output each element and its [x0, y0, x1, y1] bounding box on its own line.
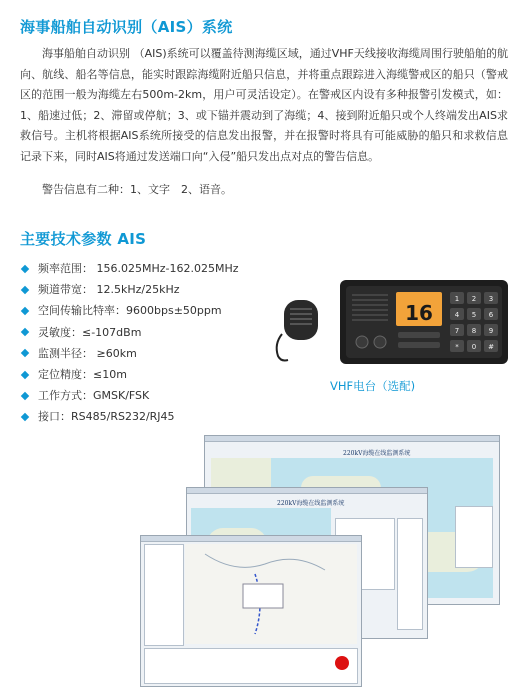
spec-item: 空间传输比特率：9600bps±50ppm — [20, 300, 239, 321]
keypad-key-label: 9 — [488, 327, 494, 335]
alarm-indicator-icon — [335, 656, 349, 670]
keypad-key-label: 0 — [471, 343, 477, 351]
keypad-key-label: 4 — [454, 311, 460, 319]
spec-item: 接口：RS485/RS232/RJ45 — [20, 406, 239, 427]
keypad-key-label: 8 — [471, 327, 477, 335]
diamond-bullet-icon — [21, 264, 29, 272]
vhf-radio-image — [262, 272, 514, 372]
spec-item: 监测半径： ≥60km — [20, 343, 239, 364]
spec-item: 灵敏度：≤-107dBm — [20, 322, 239, 343]
volume-knob-icon — [356, 336, 368, 348]
radio-caption: VHF电台（选配) — [330, 379, 416, 393]
spec-item: 频率范围： 156.025MHz-162.025MHz — [20, 258, 239, 279]
spec-item: 频道带宽： 12.5kHz/25kHz — [20, 279, 239, 300]
keypad-key-label: 1 — [454, 295, 460, 303]
keypad-key-label: 5 — [471, 311, 477, 319]
window-title: 220kV海缆在线监测系统 — [343, 450, 411, 457]
section-title-specs: 主要技术参数 AIS — [20, 230, 147, 248]
diamond-bullet-icon — [21, 413, 29, 421]
ais-description: 海事船舶自动识别 （AIS)系统可以覆盖待测海缆区域，通过VHF天线接收海缆周围行驶船舶的航向、航线、船名等信息，能实时跟踪海缆附近船只信息，并将重点跟踪进入海缆警戒区的船只（警戒区的范围一般为海缆左右500m-2km，用户可灵活设定）。在警戒区内设有多种报警引发模式，如：1、船速过低；2、滞留或停航；3、或下锚并震动到了海缆；4、接到附近船只或个人终端发出AIS求救信号。主机将根据AIS系统所接受的信息发出报警，并在报警时将具有可能威胁的船只和求救信息记录下来，同时AIS将通过发送端口向“入侵”船只发出点对点的警告信息。 — [20, 47, 508, 163]
microphone-cord — [277, 334, 288, 361]
diamond-bullet-icon — [21, 286, 29, 294]
diamond-bullet-icon — [21, 370, 29, 378]
diamond-bullet-icon — [21, 391, 29, 399]
spec-item: 工作方式：GMSK/FSK — [20, 385, 239, 406]
vhf-radio-illustration — [262, 272, 514, 372]
keypad-key-label: 7 — [454, 327, 460, 335]
keypad-key-label: 2 — [471, 295, 477, 303]
diamond-bullet-icon — [21, 307, 29, 315]
squelch-knob-icon — [374, 336, 386, 348]
alarm-info: 警告信息有二种：1、文字 2、语音。 — [42, 183, 232, 196]
spec-list — [20, 258, 239, 428]
diamond-bullet-icon — [21, 349, 29, 357]
window-title: 220kV海缆在线监测系统 — [277, 500, 345, 507]
keypad-key-label: 3 — [488, 295, 494, 303]
monitor-window-front — [140, 535, 362, 687]
spec-item: 定位精度：≤10m — [20, 364, 239, 385]
keypad-key-label: * — [455, 343, 459, 351]
route-map — [185, 544, 357, 644]
section-title-ais: 海事船舶自动识别（AIS）系统 — [20, 18, 233, 36]
keypad-key-label: # — [488, 343, 494, 351]
keypad-key-label: 6 — [488, 311, 494, 319]
diamond-bullet-icon — [21, 328, 29, 336]
software-screenshots — [140, 435, 500, 685]
channel-number: 16 — [405, 301, 433, 325]
